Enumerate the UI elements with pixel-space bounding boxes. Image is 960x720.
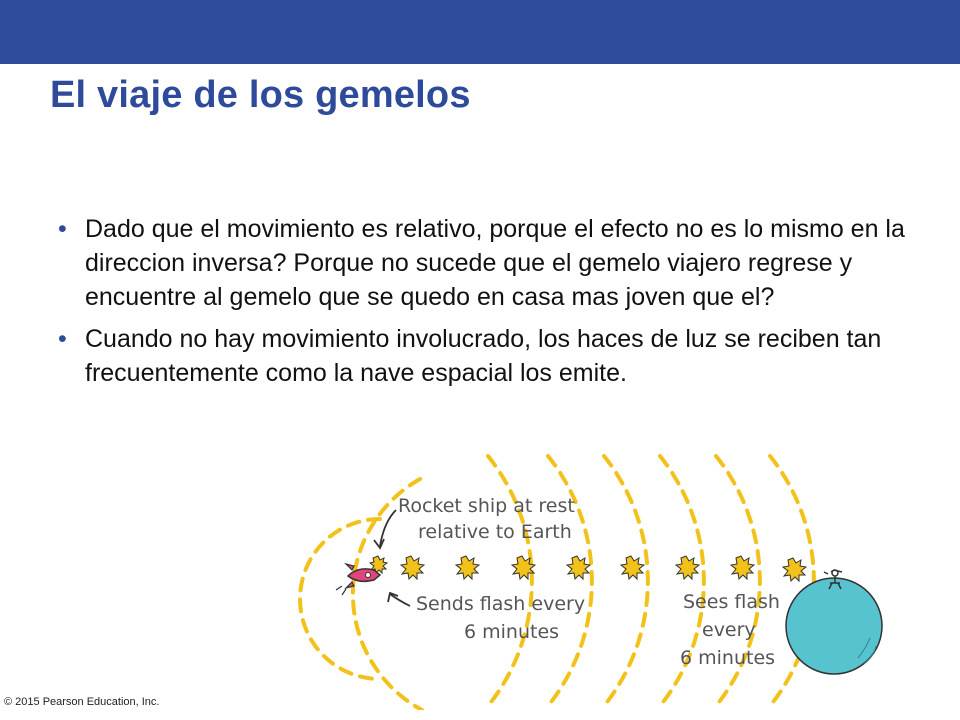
bullet-item-1 xyxy=(52,212,912,314)
label-sends-line2: 6 minutes xyxy=(464,621,560,643)
flash-icon xyxy=(456,556,479,579)
wavefront-arc-5 xyxy=(604,456,648,706)
label-rocket xyxy=(398,495,575,543)
flash-icon xyxy=(401,556,424,579)
flash-icon xyxy=(676,556,699,579)
flash-icon xyxy=(731,556,754,579)
label-sends-line1: Sends flash every xyxy=(416,593,586,615)
label-sees-line1: Sees flash xyxy=(683,591,780,613)
earth-planet-icon xyxy=(786,578,882,674)
flash-icon xyxy=(621,556,644,579)
wavefront-arc-8 xyxy=(770,456,814,706)
doppler-diagram xyxy=(230,448,960,710)
wavefront-arc-4 xyxy=(548,456,592,706)
copyright-notice: © 2015 Pearson Education, Inc. xyxy=(4,696,160,708)
bullet-marker: • xyxy=(58,215,67,243)
label-rocket-line2: relative to Earth xyxy=(418,521,572,543)
label-rocket-line1: Rocket ship at rest xyxy=(398,495,575,517)
label-sees-line2: every xyxy=(702,619,756,641)
bullet-text-1: Dado que el movimiento es relativo, porque el efecto no es lo mismo en la direccion inversa? Porque no sucede que el gemelo viajero regrese y encuentre al gemelo que se quedo en casa mas joven que el? xyxy=(85,215,905,311)
bullet-text-2: Cuando no hay movimiento involucrado, los haces de luz se reciben tan frecuentemente como la nave espacial los emite. xyxy=(85,325,882,387)
label-sees xyxy=(680,591,780,669)
header-bar xyxy=(0,0,960,64)
bullet-item-2 xyxy=(52,322,912,390)
wavefront-arc-3 xyxy=(488,456,532,706)
flash-icons xyxy=(370,556,806,581)
label-sends xyxy=(416,593,585,643)
bullet-list xyxy=(52,212,912,398)
label-sees-line3: 6 minutes xyxy=(680,647,776,669)
flash-icon xyxy=(783,558,806,581)
bullet-marker: • xyxy=(58,325,67,353)
arrow-to-rocket xyxy=(390,594,410,606)
flash-icon xyxy=(567,556,590,579)
slide-title: El viaje de los gemelos xyxy=(50,74,471,116)
